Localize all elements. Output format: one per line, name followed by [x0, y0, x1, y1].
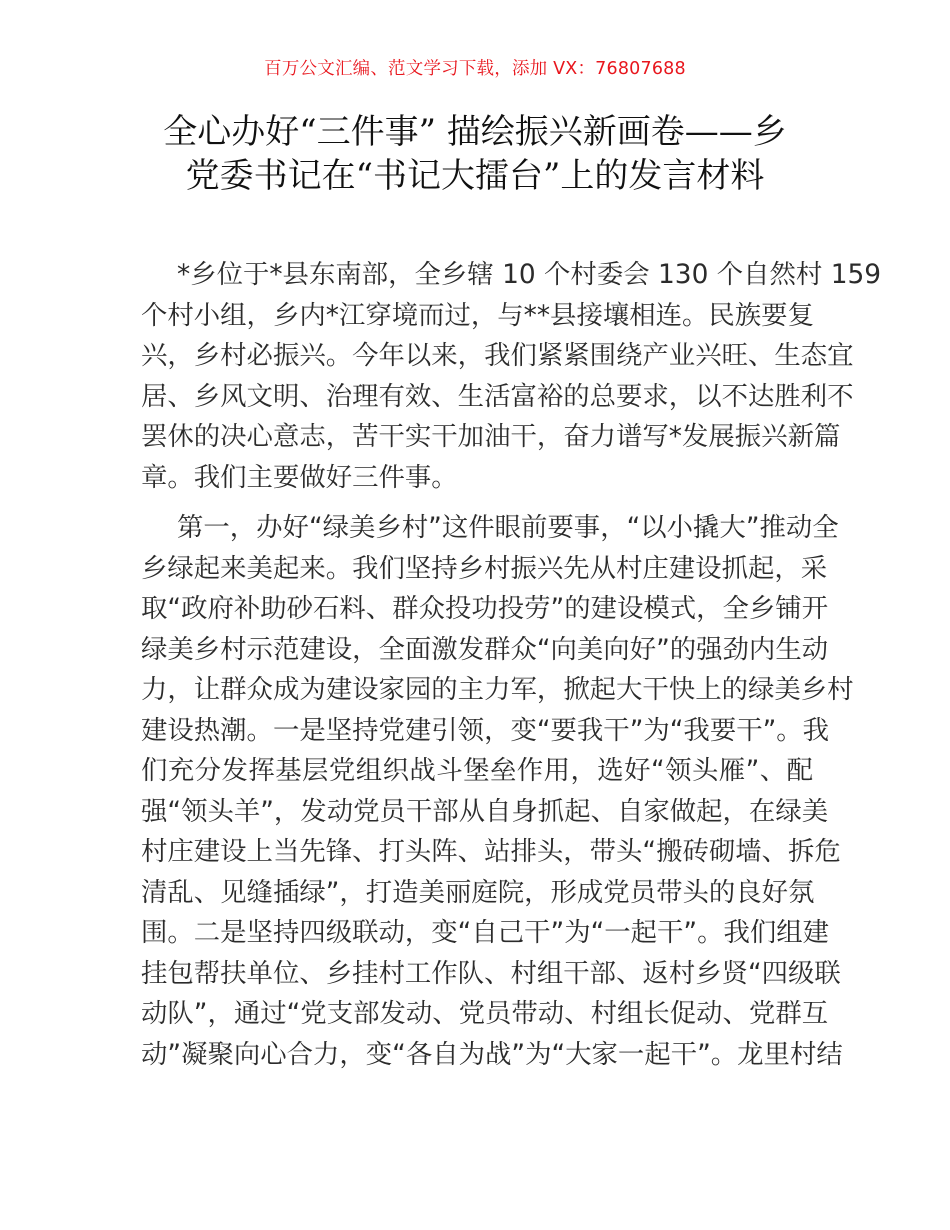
text-line: 罢休的决心意志，苦干实干加油干，奋力谱写*发展振兴新篇 — [141, 421, 841, 452]
text-line: 取“政府补助砂石料、群众投功投劳”的建设模式，全乡铺开 — [141, 593, 829, 624]
text-line: 强“领头羊”，发动党员干部从自身抓起、自家做起，在绿美 — [141, 795, 829, 827]
text-line: 力，让群众成为建设家园的主力军，掀起大干快上的绿美乡村 — [141, 674, 854, 705]
text-line: *乡位于*县东南部，全乡辖 10 个村委会 130 个自然村 159 — [177, 259, 882, 290]
text-line: 围。二是坚持四级联动，变“自己干”为“一起干”。我们组建 — [141, 917, 830, 948]
paragraph-first-task — [141, 508, 854, 1075]
text-line: 村庄建设上当先锋、打头阵、站排头，带头“搬砖砌墙、拆危 — [141, 836, 841, 867]
text-line: 乡绿起来美起来。我们坚持乡村振兴先从村庄建设抓起，采 — [141, 552, 828, 584]
text-line: 兴，乡村必振兴。今年以来，我们紧紧围绕产业兴旺、生态宜 — [141, 340, 854, 371]
title-line: 党委书记在“书记大擂台”上的发言材料 — [185, 156, 765, 196]
text-line: 动队”，通过“党支部发动、党员带动、村组长促动、党群互 — [141, 998, 829, 1029]
text-line: 居、乡风文明、治理有效、生活富裕的总要求，以不达胜利不 — [141, 380, 854, 412]
text-line: 挂包帮扶单位、乡挂村工作队、村组干部、返村乡贤“四级联 — [141, 957, 841, 989]
text-line: 第一，办好“绿美乡村”这件眼前要事，“以小撬大”推动全 — [177, 512, 839, 543]
title-line: 全心办好“三件事” 描绘振兴新画卷——乡 — [163, 112, 787, 152]
text-line: 建设热潮。一是坚持党建引领，变“要我干”为“我要干”。我 — [141, 714, 830, 746]
text-line: 清乱、见缝插绿”，打造美丽庭院，形成党员带头的良好氛 — [141, 876, 815, 908]
document-body — [141, 255, 882, 1085]
text-line: 章。我们主要做好三件事。 — [141, 461, 458, 493]
document-title — [130, 110, 820, 198]
text-line: 动”凝聚向心合力，变“各自为战”为“大家一起干”。龙里村结 — [141, 1038, 843, 1070]
text-line: 绿美乡村示范建设，全面激发群众“向美向好”的强劲内生动 — [141, 633, 829, 665]
paragraph-intro — [141, 255, 882, 498]
text-line: 个村小组，乡内*江穿境而过，与**县接壤相连。民族要复 — [141, 299, 814, 331]
text-line: 们充分发挥基层党组织战斗堡垒作用，选好“领头雁”、配 — [141, 755, 813, 786]
watermark-banner: 百万公文汇编、范文学习下载，添加 VX：76807688 — [264, 59, 686, 79]
